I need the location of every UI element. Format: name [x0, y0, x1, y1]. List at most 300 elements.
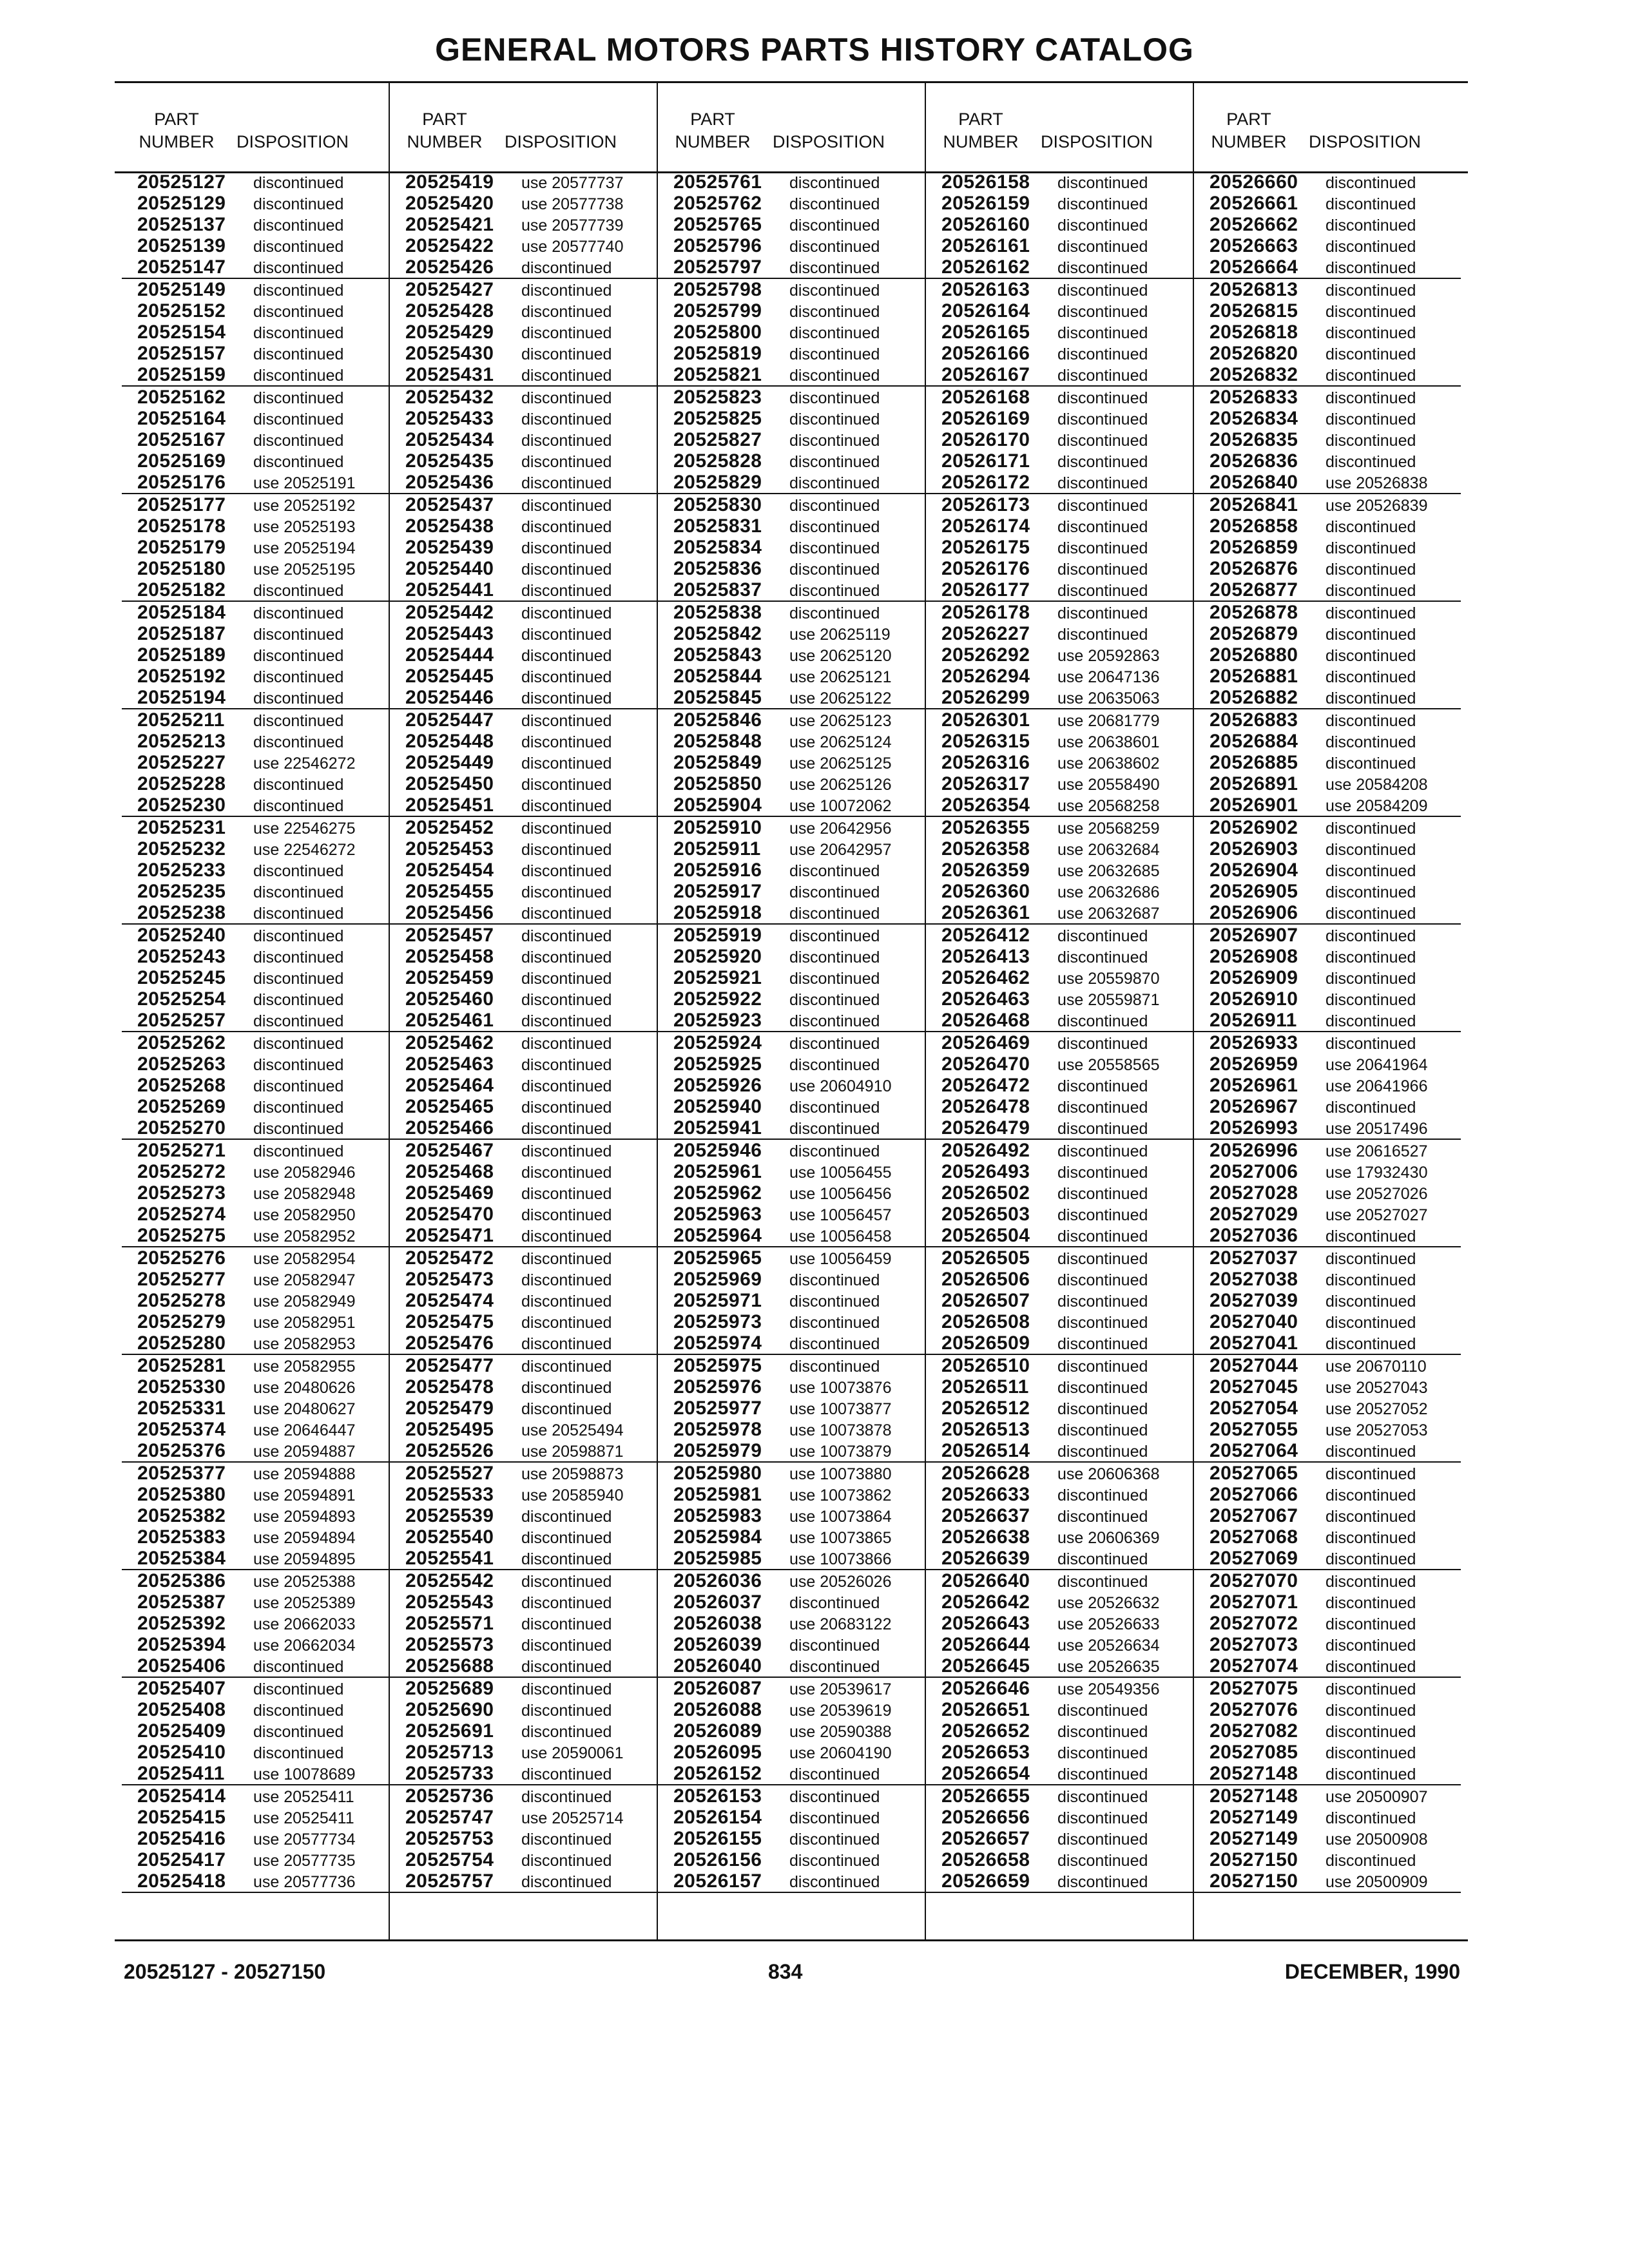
- catalog-row: [1194, 1140, 1461, 1161]
- part-number: 20525245: [137, 967, 226, 988]
- catalog-row: [926, 579, 1193, 602]
- catalog-row: [658, 558, 925, 579]
- disposition: discontinued: [253, 927, 344, 945]
- part-number: 20525845: [673, 687, 762, 708]
- disposition: discontinued: [521, 410, 612, 428]
- part-number: 20525455: [405, 881, 494, 902]
- disposition: discontinued: [1057, 1573, 1148, 1591]
- disposition: use 20604190: [789, 1744, 892, 1762]
- catalog-row: [122, 1849, 389, 1870]
- disposition: use 10073865: [789, 1529, 892, 1547]
- entry-group: [390, 1247, 657, 1355]
- part-number: 20527029: [1210, 1204, 1298, 1225]
- part-number: 20525421: [405, 214, 494, 235]
- part-number: 20525762: [673, 193, 762, 214]
- part-number: 20525924: [673, 1032, 762, 1053]
- part-number: 20526469: [941, 1032, 1030, 1053]
- part-number: 20525273: [137, 1182, 226, 1204]
- disposition: use 20526632: [1057, 1594, 1160, 1612]
- disposition: discontinued: [1057, 1508, 1148, 1526]
- entry-group: [658, 925, 925, 1032]
- catalog-row: [122, 494, 389, 515]
- part-number: 20526152: [673, 1763, 762, 1784]
- catalog-row: [658, 1440, 925, 1463]
- part-number: 20526832: [1210, 364, 1298, 385]
- disposition: discontinued: [1325, 561, 1416, 579]
- disposition: discontinued: [521, 1615, 612, 1633]
- disposition: discontinued: [1057, 432, 1148, 450]
- disposition: discontinued: [1325, 1529, 1416, 1547]
- catalog-row: [390, 902, 657, 925]
- disposition: use 10073877: [789, 1400, 892, 1418]
- part-number: 20525189: [137, 644, 226, 666]
- catalog-row: [926, 343, 1193, 364]
- disposition: use 10056458: [789, 1227, 892, 1245]
- catalog-row: [390, 731, 657, 752]
- part-number: 20525753: [405, 1828, 494, 1849]
- disposition: discontinued: [789, 238, 880, 256]
- part-number: 20525821: [673, 364, 762, 385]
- part-number: 20526511: [941, 1376, 1029, 1398]
- disposition: use 20625126: [789, 776, 892, 794]
- catalog-row: [1194, 860, 1461, 881]
- disposition: discontinued: [521, 1550, 612, 1568]
- part-number: 20526933: [1210, 1032, 1298, 1053]
- part-number: 20527148: [1210, 1763, 1298, 1784]
- part-number: 20527045: [1210, 1376, 1298, 1398]
- part-number: 20525376: [137, 1440, 226, 1461]
- disposition: use 20558565: [1057, 1056, 1160, 1074]
- part-number: 20526880: [1210, 644, 1298, 666]
- disposition: discontinued: [1057, 1142, 1148, 1160]
- catalog-row: [1194, 623, 1461, 644]
- disposition: use 20525411: [253, 1788, 354, 1806]
- part-number: 20526661: [1210, 193, 1298, 214]
- disposition: discontinued: [1057, 1788, 1148, 1806]
- catalog-row: [926, 967, 1193, 988]
- disposition: discontinued: [521, 754, 612, 773]
- disposition: use 20577740: [521, 238, 624, 256]
- part-number: 20526040: [673, 1655, 762, 1677]
- catalog-row: [1194, 1355, 1461, 1376]
- catalog-row: [926, 429, 1193, 450]
- disposition: use 20582952: [253, 1227, 356, 1245]
- disposition: use 20577736: [253, 1873, 356, 1891]
- catalog-row: [658, 1785, 925, 1807]
- part-number: 20525272: [137, 1161, 226, 1182]
- disposition: discontinued: [253, 432, 344, 450]
- disposition: discontinued: [521, 474, 612, 492]
- catalog-row: [390, 1505, 657, 1526]
- disposition: discontinued: [1057, 561, 1148, 579]
- disposition: discontinued: [521, 604, 612, 622]
- entry-group: [658, 817, 925, 925]
- part-number: 20525232: [137, 838, 226, 860]
- catalog-row: [658, 752, 925, 773]
- disposition: discontinued: [521, 905, 612, 923]
- disposition: use 20604910: [789, 1077, 892, 1095]
- disposition: use 10073878: [789, 1421, 892, 1439]
- disposition: use 20598873: [521, 1465, 624, 1483]
- catalog-row: [658, 666, 925, 687]
- catalog-row: [926, 279, 1193, 300]
- part-number: 20525179: [137, 537, 226, 558]
- disposition: discontinued: [789, 1293, 880, 1311]
- catalog-row: [658, 1634, 925, 1655]
- part-number: 20525922: [673, 988, 762, 1010]
- part-number: 20526359: [941, 860, 1030, 881]
- part-number: 20525976: [673, 1376, 762, 1398]
- catalog-row: [926, 322, 1193, 343]
- part-number: 20526317: [941, 773, 1030, 794]
- disposition: discontinued: [521, 453, 612, 471]
- disposition: discontinued: [1325, 174, 1416, 192]
- catalog-row: [390, 946, 657, 967]
- disposition: discontinued: [789, 1335, 880, 1353]
- part-number: 20525162: [137, 387, 226, 408]
- part-number: 20525180: [137, 558, 226, 579]
- catalog-row: [1194, 1161, 1461, 1182]
- catalog-row: [926, 1591, 1193, 1613]
- disposition: use 20582950: [253, 1206, 356, 1224]
- catalog-row: [390, 450, 657, 472]
- disposition: discontinued: [253, 259, 344, 277]
- disposition: use 20577738: [521, 195, 624, 213]
- catalog-row: [390, 343, 657, 364]
- catalog-row: [390, 666, 657, 687]
- entry-group: [390, 387, 657, 494]
- disposition: use 20539617: [789, 1680, 892, 1698]
- catalog-row: [926, 408, 1193, 429]
- part-number-header: [396, 108, 493, 153]
- part-number: 20525920: [673, 946, 762, 967]
- catalog-row: [390, 1204, 657, 1225]
- catalog-row: [122, 1870, 389, 1893]
- disposition: use 20480627: [253, 1400, 356, 1418]
- catalog-row: [658, 644, 925, 666]
- disposition: discontinued: [789, 174, 880, 192]
- catalog-row: [390, 925, 657, 946]
- catalog-row: [926, 1225, 1193, 1247]
- part-number: 20526909: [1210, 967, 1298, 988]
- catalog-row: [122, 1484, 389, 1505]
- catalog-row: [122, 1290, 389, 1311]
- catalog-row: [122, 644, 389, 666]
- catalog-row: [122, 537, 389, 558]
- part-number: 20526163: [941, 279, 1030, 300]
- part-number: 20526911: [1210, 1010, 1297, 1031]
- entry-group: [122, 494, 389, 602]
- catalog-row: [1194, 408, 1461, 429]
- part-number: 20527071: [1210, 1591, 1298, 1613]
- part-number: 20525736: [405, 1785, 494, 1807]
- disposition: use 20582953: [253, 1335, 356, 1353]
- part-number: 20526168: [941, 387, 1030, 408]
- catalog-row: [926, 214, 1193, 235]
- catalog-row: [122, 343, 389, 364]
- entry-group: [390, 817, 657, 925]
- part-number: 20525137: [137, 214, 226, 235]
- part-number: 20525231: [137, 817, 226, 838]
- disposition: use 10073876: [789, 1379, 892, 1397]
- disposition: use 20500909: [1325, 1873, 1428, 1891]
- catalog-row: [1194, 1463, 1461, 1484]
- catalog-row: [390, 408, 657, 429]
- disposition: use 20594895: [253, 1550, 356, 1568]
- catalog-row: [122, 1096, 389, 1117]
- part-number: 20525539: [405, 1505, 494, 1526]
- part-number: 20525271: [137, 1140, 226, 1161]
- part-number: 20525240: [137, 925, 226, 946]
- catalog-row: [926, 1269, 1193, 1290]
- part-number: 20525495: [405, 1419, 494, 1440]
- part-number: 20526470: [941, 1053, 1030, 1075]
- part-header-line1: PART: [690, 110, 735, 129]
- catalog-row: [926, 1807, 1193, 1828]
- part-number: 20525977: [673, 1398, 762, 1419]
- disposition: discontinued: [1325, 1508, 1416, 1526]
- disposition: discontinued: [789, 453, 880, 471]
- catalog-row: [390, 364, 657, 387]
- part-number: 20525543: [405, 1591, 494, 1613]
- catalog-row: [926, 1117, 1193, 1140]
- disposition: use 10073862: [789, 1486, 892, 1504]
- catalog-row: [1194, 731, 1461, 752]
- catalog-row: [1194, 1484, 1461, 1505]
- part-header-line2: NUMBER: [139, 132, 215, 151]
- disposition: use 20638602: [1057, 754, 1160, 773]
- disposition: discontinued: [1057, 582, 1148, 600]
- entry-group: [926, 1355, 1193, 1463]
- disposition: discontinued: [521, 1358, 612, 1376]
- catalog-row: [658, 881, 925, 902]
- part-number: 20525377: [137, 1463, 226, 1484]
- catalog-row: [390, 1311, 657, 1332]
- disposition: discontinued: [253, 1077, 344, 1095]
- disposition: discontinued: [1325, 927, 1416, 945]
- part-number: 20526087: [673, 1678, 762, 1699]
- part-number: 20526903: [1210, 838, 1298, 860]
- catalog-row: [658, 1161, 925, 1182]
- disposition: discontinued: [789, 195, 880, 213]
- disposition: discontinued: [253, 733, 344, 751]
- disposition: use 20526026: [789, 1573, 892, 1591]
- catalog-row: [122, 1763, 389, 1785]
- entry-group: [390, 279, 657, 387]
- catalog-row: [122, 1828, 389, 1849]
- part-number: 20525435: [405, 450, 494, 472]
- catalog-row: [658, 515, 925, 537]
- part-number: 20525235: [137, 881, 226, 902]
- part-number: 20527070: [1210, 1570, 1298, 1591]
- entry-group: [390, 1355, 657, 1463]
- entry-group: [658, 1140, 925, 1247]
- catalog-row: [390, 1742, 657, 1763]
- part-number: 20525184: [137, 602, 226, 623]
- catalog-row: [658, 1096, 925, 1117]
- disposition: discontinued: [253, 453, 344, 471]
- disposition: discontinued: [1057, 1831, 1148, 1849]
- disposition-header: DISPOSITION: [773, 132, 885, 151]
- entry-group: [926, 1463, 1193, 1570]
- part-number: 20525420: [405, 193, 494, 214]
- disposition: use 20480626: [253, 1379, 356, 1397]
- disposition: discontinued: [789, 604, 880, 622]
- catalog-row: [658, 709, 925, 731]
- disposition: discontinued: [1325, 1637, 1416, 1655]
- catalog-row: [122, 322, 389, 343]
- catalog-row: [658, 1419, 925, 1440]
- part-number-header: [128, 108, 225, 153]
- catalog-row: [1194, 537, 1461, 558]
- disposition: discontinued: [1057, 1809, 1148, 1827]
- part-number: 20525461: [405, 1010, 494, 1031]
- part-number: 20525473: [405, 1269, 494, 1290]
- disposition: discontinued: [789, 1637, 880, 1655]
- disposition: discontinued: [1325, 282, 1416, 300]
- part-number: 20525238: [137, 902, 226, 923]
- disposition-header: DISPOSITION: [1309, 132, 1422, 151]
- disposition: discontinued: [521, 1250, 612, 1268]
- catalog-row: [1194, 967, 1461, 988]
- catalog-row: [658, 1075, 925, 1096]
- disposition: discontinued: [1325, 216, 1416, 235]
- catalog-row: [390, 644, 657, 666]
- disposition: discontinued: [1325, 862, 1416, 880]
- part-header-line2: NUMBER: [943, 132, 1019, 151]
- disposition: use 20527026: [1325, 1185, 1428, 1203]
- disposition: discontinued: [789, 410, 880, 428]
- catalog-row: [122, 1463, 389, 1484]
- disposition: use 20625123: [789, 712, 892, 730]
- catalog-row: [390, 1053, 657, 1075]
- part-number: 20526660: [1210, 171, 1298, 193]
- catalog-row: [390, 279, 657, 300]
- catalog-row: [658, 1591, 925, 1613]
- disposition: discontinued: [1325, 689, 1416, 707]
- part-number: 20525460: [405, 988, 494, 1010]
- catalog-row: [658, 902, 925, 925]
- catalog-row: [658, 1117, 925, 1140]
- disposition: discontinued: [1325, 970, 1416, 988]
- catalog-row: [1194, 1613, 1461, 1634]
- disposition: discontinued: [789, 582, 880, 600]
- disposition: discontinued: [789, 1120, 880, 1138]
- disposition: discontinued: [521, 1529, 612, 1547]
- part-number: 20525974: [673, 1332, 762, 1354]
- disposition: use 22546275: [253, 820, 356, 838]
- disposition: discontinued: [789, 1809, 880, 1827]
- part-number: 20526463: [941, 988, 1030, 1010]
- part-number: 20526891: [1210, 773, 1298, 794]
- disposition: discontinued: [1325, 1809, 1416, 1827]
- disposition: discontinued: [1325, 1486, 1416, 1504]
- disposition: use 20568259: [1057, 820, 1160, 838]
- disposition: use 20525192: [253, 497, 356, 515]
- catalog-row: [1194, 256, 1461, 279]
- part-number: 20526292: [941, 644, 1030, 666]
- disposition: discontinued: [1325, 754, 1416, 773]
- part-number: 20525470: [405, 1204, 494, 1225]
- disposition: discontinued: [253, 1744, 344, 1762]
- catalog-row: [1194, 515, 1461, 537]
- entry-group: [1194, 1785, 1461, 1893]
- disposition: discontinued: [1057, 1035, 1148, 1053]
- disposition-header: DISPOSITION: [505, 132, 617, 151]
- catalog-row: [122, 623, 389, 644]
- catalog-row: [926, 1332, 1193, 1355]
- catalog-row: [658, 1311, 925, 1332]
- part-header-line2: NUMBER: [407, 132, 483, 151]
- part-number: 20525827: [673, 429, 762, 450]
- disposition: discontinued: [253, 389, 344, 407]
- disposition: use 10056459: [789, 1250, 892, 1268]
- catalog-row: [122, 387, 389, 408]
- disposition: discontinued: [1325, 259, 1416, 277]
- entry-group: [658, 387, 925, 494]
- entry-group: [390, 1032, 657, 1140]
- disposition: use 22546272: [253, 841, 356, 859]
- catalog-row: [926, 1613, 1193, 1634]
- catalog-row: [1194, 387, 1461, 408]
- part-number: 20526177: [941, 579, 1030, 601]
- disposition: discontinued: [521, 432, 612, 450]
- part-number: 20525921: [673, 967, 762, 988]
- catalog-row: [390, 1699, 657, 1720]
- part-number: 20525796: [673, 235, 762, 256]
- part-number: 20527065: [1210, 1463, 1298, 1484]
- part-number: 20525848: [673, 731, 762, 752]
- disposition: discontinued: [789, 389, 880, 407]
- part-number: 20525149: [137, 279, 226, 300]
- disposition: discontinued: [253, 1099, 344, 1117]
- catalog-row: [390, 235, 657, 256]
- disposition: use 20526635: [1057, 1658, 1160, 1676]
- catalog-row: [1194, 579, 1461, 602]
- part-number: 20526654: [941, 1763, 1030, 1784]
- disposition: use 10073864: [789, 1508, 892, 1526]
- catalog-row: [1194, 773, 1461, 794]
- catalog-row: [390, 1849, 657, 1870]
- disposition: discontinued: [521, 776, 612, 794]
- part-number: 20526835: [1210, 429, 1298, 450]
- catalog-row: [1194, 752, 1461, 773]
- part-number: 20525819: [673, 343, 762, 364]
- part-number: 20526818: [1210, 322, 1298, 343]
- part-number: 20525330: [137, 1376, 226, 1398]
- catalog-row: [390, 472, 657, 494]
- catalog-row: [122, 946, 389, 967]
- part-number: 20525432: [405, 387, 494, 408]
- part-number: 20525926: [673, 1075, 762, 1096]
- part-number: 20525428: [405, 300, 494, 322]
- part-number: 20525392: [137, 1613, 226, 1634]
- disposition: use 22546272: [253, 754, 356, 773]
- part-number-header: [1200, 108, 1297, 153]
- part-number: 20526993: [1210, 1117, 1298, 1139]
- catalog-row: [122, 235, 389, 256]
- catalog-row: [122, 773, 389, 794]
- part-number: 20525434: [405, 429, 494, 450]
- disposition: discontinued: [521, 1227, 612, 1245]
- disposition: discontinued: [1057, 1099, 1148, 1117]
- disposition: discontinued: [1057, 474, 1148, 492]
- disposition: use 20525494: [521, 1421, 624, 1439]
- disposition: discontinued: [253, 991, 344, 1009]
- entry-group: [122, 279, 389, 387]
- column-header: [1194, 82, 1461, 171]
- disposition: discontinued: [1325, 1271, 1416, 1289]
